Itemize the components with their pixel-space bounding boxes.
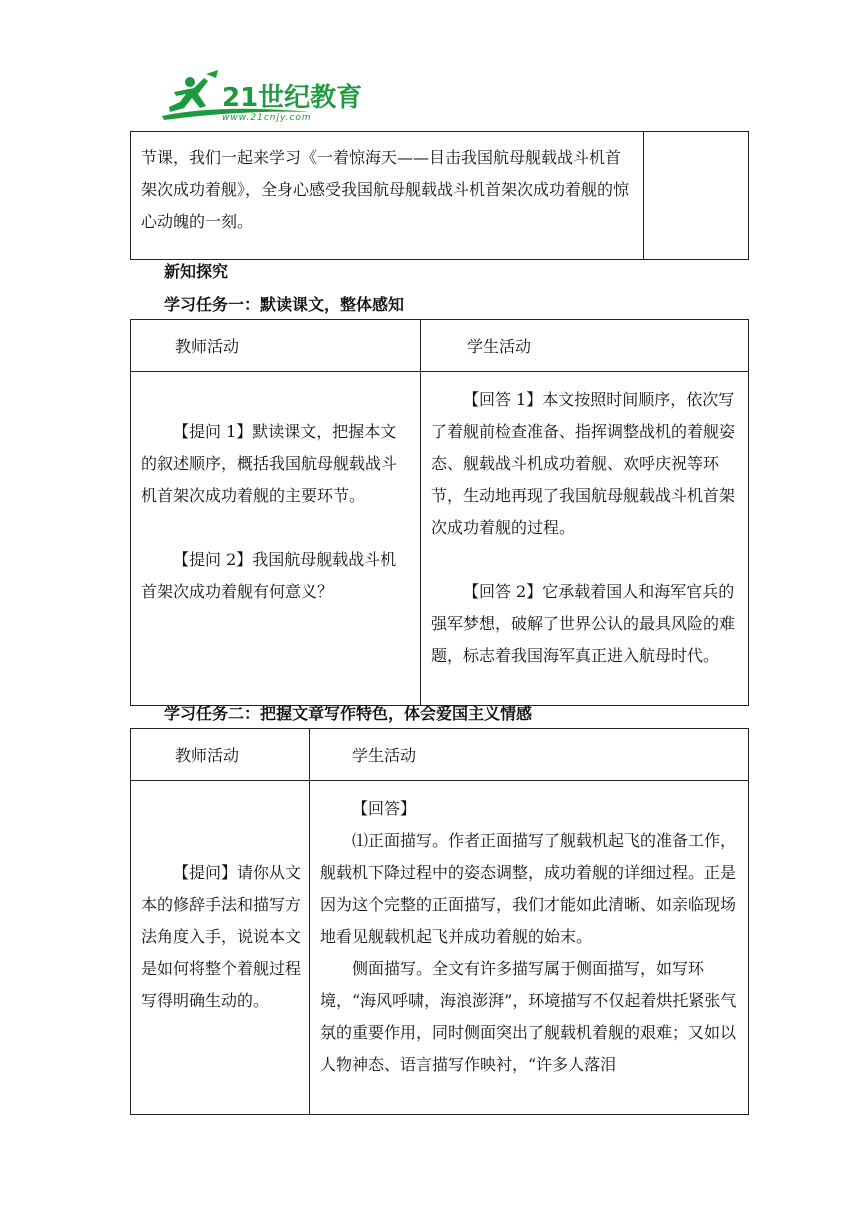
intro-cell (131, 132, 644, 260)
runner-logo-icon (160, 68, 370, 128)
task2-answer-para-1: ⑴正面描写。作者正面描写了舰载机起飞的准备工作，舰载机下降过程中的姿态调整，成功着舰的详细过程。正是因为这个完整的正面描写，我们才能如此清晰、如亲临现场地看见舰载机起飞并成功着舰的始末。 (320, 831, 737, 946)
task2-question: 【提问】请你从文本的修辞手法和描写方法角度入手，说说本文是如何将整个着舰过程写得明确生动的。 (141, 863, 302, 1010)
task2-student-cell (310, 781, 749, 1115)
task2-header-student: 学生活动 (310, 729, 749, 781)
task1-title: 学习任务一：默读课文，整体感知 (164, 295, 405, 314)
task1-student-cell (420, 372, 748, 706)
task1-question-2: 【提问 2】我国航母舰载战斗机首架次成功着舰有何意义？ (141, 550, 397, 601)
section-heading-new: 新知探究 (164, 262, 229, 281)
intro-text: 节课，我们一起来学习《一着惊海天——目击我国航母舰载战斗机首架次成功着舰》，全身心感受我国航母舰载战斗机首架次成功着舰的惊心动魄的一刻。 (141, 148, 630, 231)
task2-answer-para-2: 侧面描写。全文有许多描写属于侧面描写，如写环境，“海风呼啸，海浪澎湃”，环境描写不仅起着烘托紧张气氛的重要作用，同时侧面突出了舰载机着舰的艰难；又如以人物神态、语言描写作映衬，“许多人落泪 (320, 959, 737, 1074)
task2-header-teacher: 教师活动 (131, 729, 310, 781)
logo-url: www.21cnjy.com (222, 113, 312, 123)
task1-question-1: 【提问 1】默读课文，把握本文的叙述顺序，概括我国航母舰载战斗机首架次成功着舰的主要环节。 (141, 422, 398, 505)
intro-empty-cell (644, 132, 749, 260)
task1-table (130, 319, 749, 706)
task1-answer-1: 【回答 1】本文按照时间顺序，依次写了着舰前检查准备、指挥调整战机的着舰姿态、舰载战斗机成功着舰、欢呼庆祝等环节，生动地再现了我国航母舰载战斗机首架次成功着舰的过程。 (430, 390, 735, 537)
task2-answer-heading: 【回答】 (352, 799, 417, 818)
task1-header-teacher: 教师活动 (131, 320, 421, 372)
site-logo (160, 68, 370, 128)
task1-teacher-cell (131, 372, 421, 706)
task1-answer-2: 【回答 2】它承载着国人和海军官兵的强军梦想，破解了世界公认的最具风险的难题，标志着我国海军真正进入航母时代。 (430, 582, 735, 665)
task1-header-student: 学生活动 (420, 320, 748, 372)
logo-text: 21世纪教育 (222, 83, 363, 113)
task2-title: 学习任务二：把握文章写作特色，体会爱国主义情感 (164, 704, 533, 723)
task2-teacher-cell (131, 781, 310, 1115)
task2-table (130, 728, 749, 1115)
intro-table (130, 131, 749, 260)
